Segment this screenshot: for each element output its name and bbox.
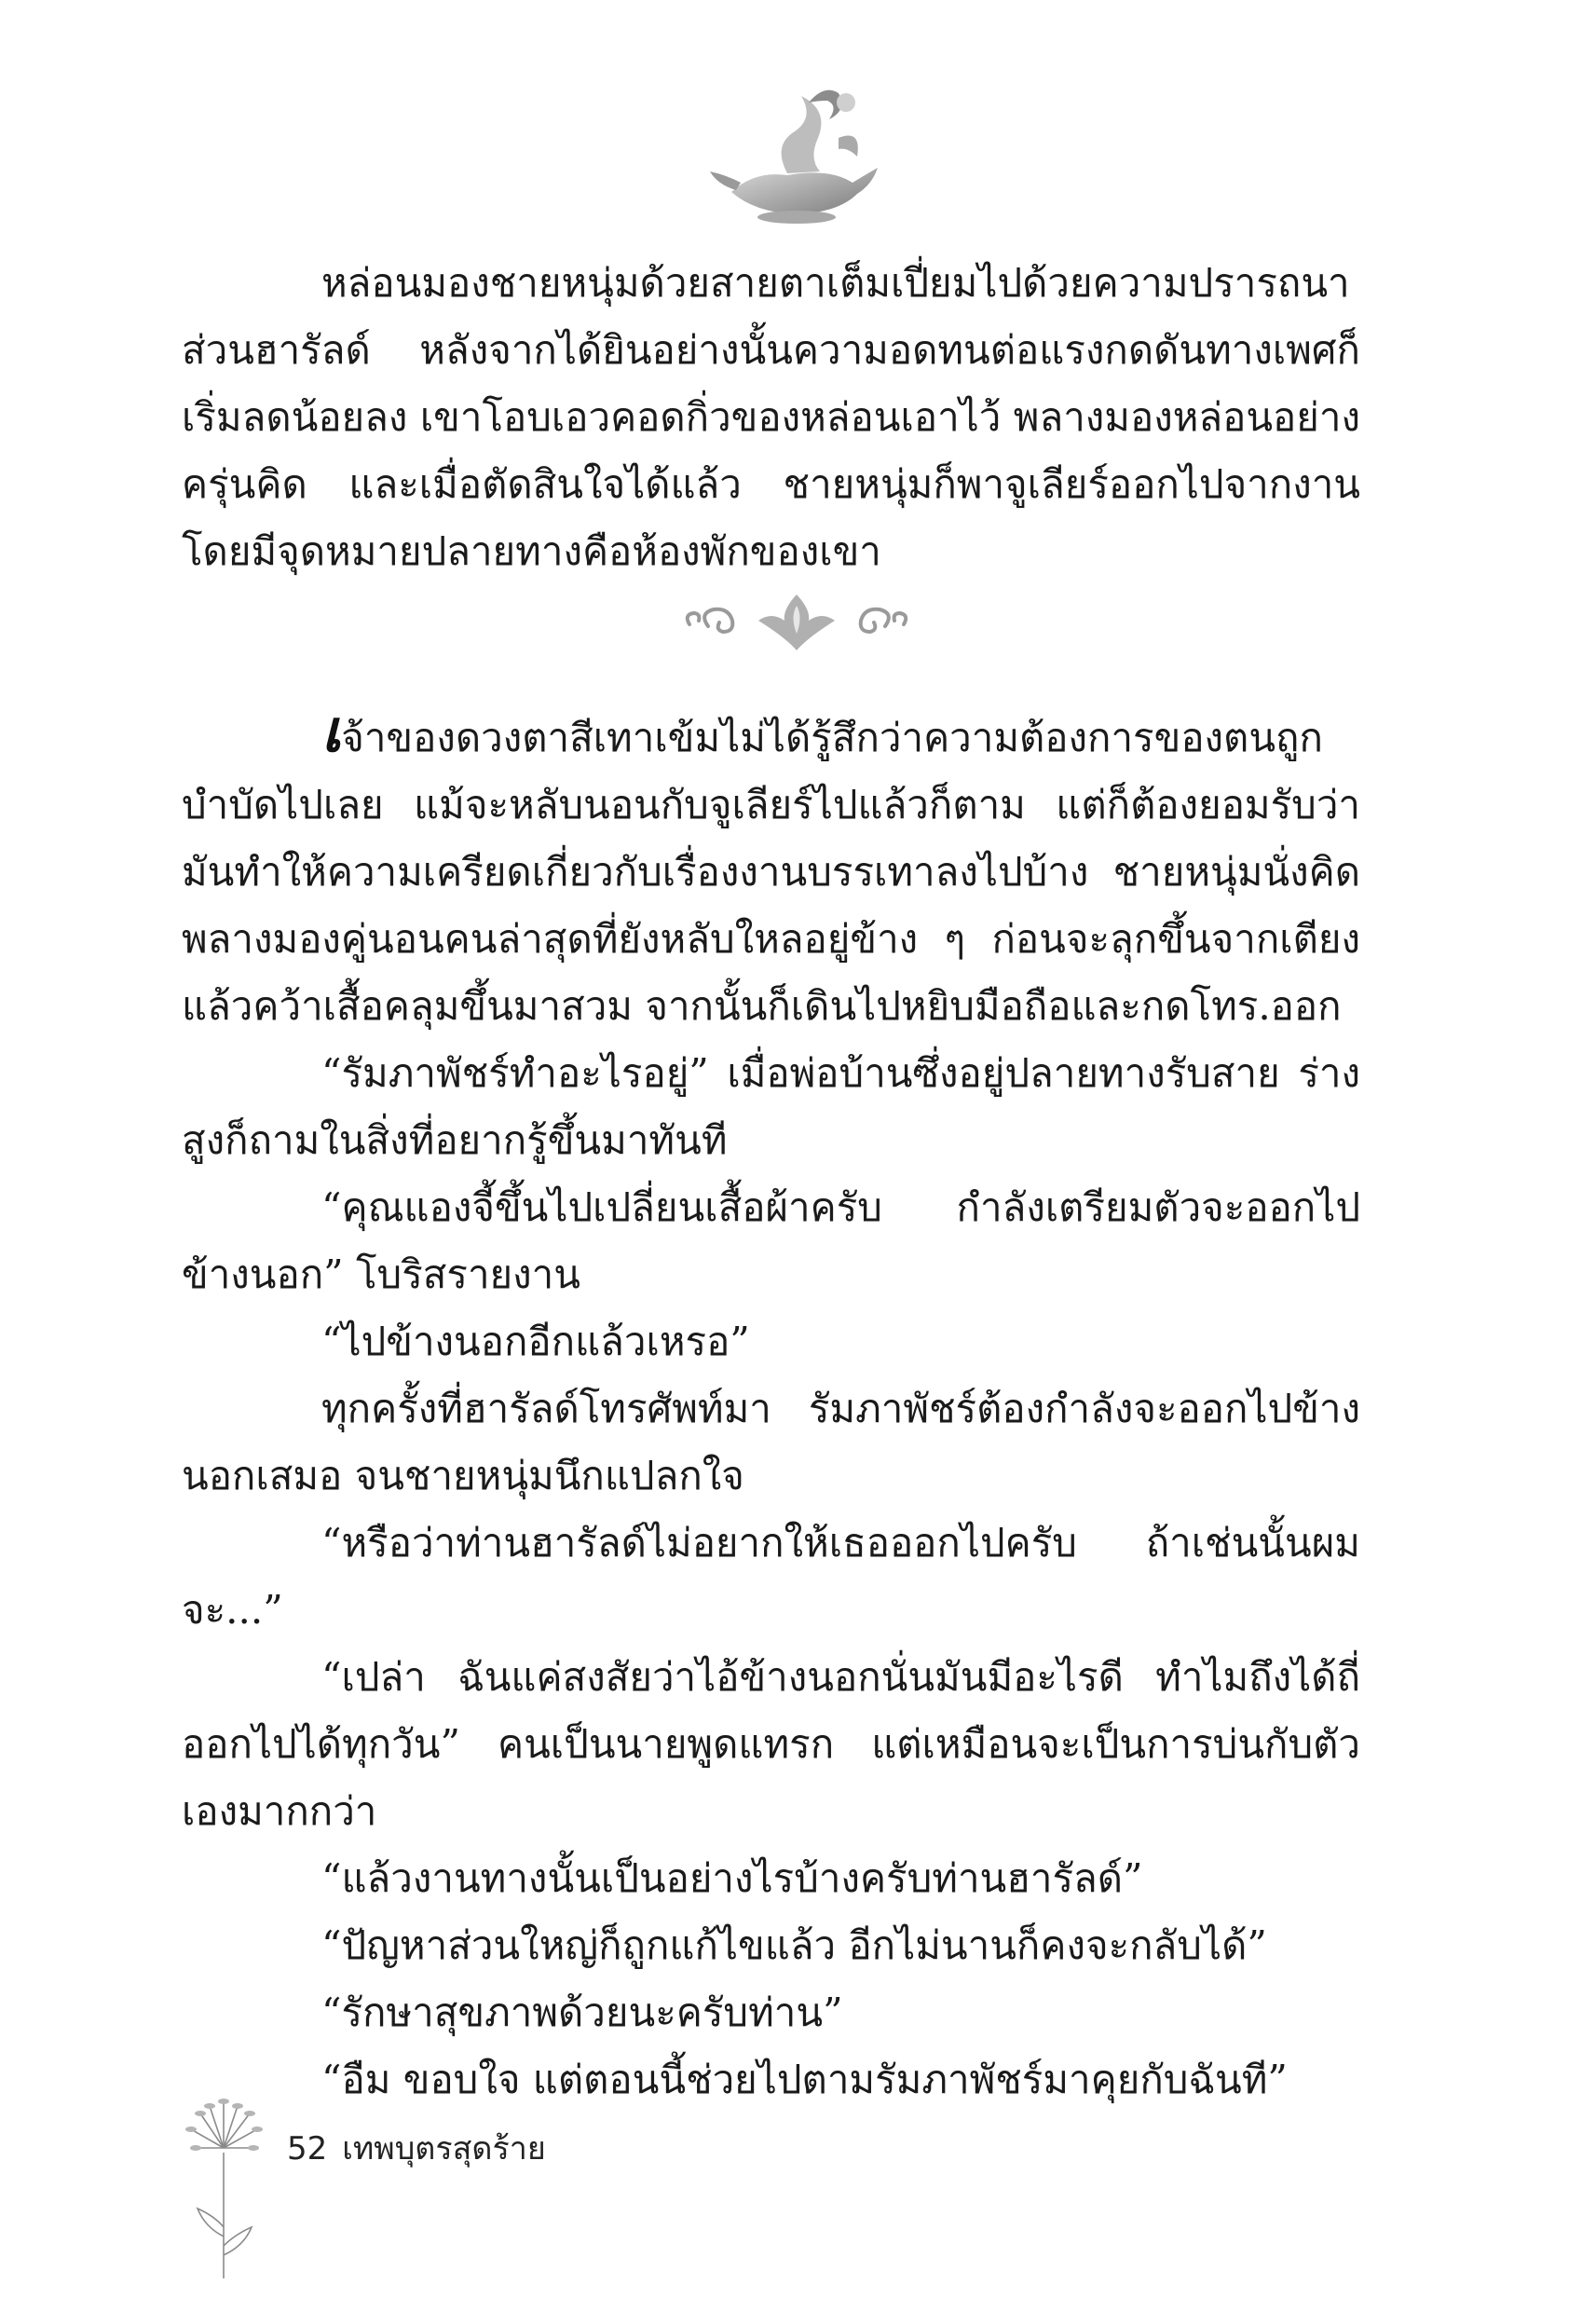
paragraph: “ปัญหาส่วนใหญ่ก็ถูกแก้ไขแล้ว อีกไม่นานก็คงจะกลับได้” [321,1922,1267,1968]
paragraph: “แล้วงานทางนั้นเป็นอย่างไรบ้างครับท่านฮารัลด์” [321,1855,1143,1901]
paragraph: “เปล่า ฉันแค่สงสัยว่าไอ้ข้างนอกนั่นมันมีอะไรดี ทำไมถึงได้ถี่ออกไปได้ทุกวัน” คนเป็นนายพูดแทรก แต่เหมือนจะเป็นการบ่นกับตัวเองมากกว่า [182,1654,1360,1834]
drop-cap: เ [321,697,342,765]
lamp-genie-icon [699,82,894,231]
page-footer [177,2097,736,2283]
paragraph-group-top [182,250,1360,585]
paragraph-group-main [182,697,1360,2113]
footer-text [287,2123,561,2173]
page-number: 52 [287,2130,328,2167]
paragraph-first-text: จ้าของดวงตาสีเทาเข้มไม่ได้รู้สึกว่าความต้องการของตนถูกบำบัดไปเลย แม้จะหลับนอนกับจูเลียร์ไปแล้วก็ตาม แต่ก็ต้องยอมรับว่ามันทำให้ความเครียดเกี่ยวกับเรื่องงานบรรเทาลงไปบ้าง ชายหนุ่มนั่งคิดพลางมองคู่นอนคนล่าสุดที่ยังหลับใหลอยู่ข้าง ๆ ก่อนจะลุกขึ้นจากเตียงแล้วคว้าเสื้อคลุมขึ้นมาสวม จากนั้นก็เดินไปหยิบมือถือและกดโทร.ออก [182,715,1360,1029]
paragraph: “รักษาสุขภาพด้วยนะครับท่าน” [321,1990,843,2035]
paragraph: “อืม ขอบใจ แต่ตอนนี้ช่วยไปตามรัมภาพัชร์มาคุยกับฉันที” [321,2057,1288,2102]
paragraph: “ไปข้างนอกอีกแล้วเหรอ” [321,1319,750,1364]
paragraph: ทุกครั้งที่ฮารัลด์โทรศัพท์มา รัมภาพัชร์ต้องกำลังจะออกไปข้างนอกเสมอ จนชายหนุ่มนึกแปลกใจ [182,1386,1360,1498]
book-title: เทพบุตรสุดร้าย [342,2130,546,2167]
paragraph-first [182,697,1360,1040]
paragraph: หล่อนมองชายหนุ่มด้วยสายตาเต็มเปี่ยมไปด้วยความปรารถนา ส่วนฮารัลด์ หลังจากได้ยินอย่างนั้นความอดทนต่อแรงกดดันทางเพศก็เริ่มลดน้อยลง เขาโอบเอวคอดกิ่วของหล่อนเอาไว้ พลางมองหล่อนอย่างครุ่นคิด และเมื่อตัดสินใจได้แล้ว ชายหนุ่มก็พาจูเลียร์ออกไปจากงาน โดยมีจุดหมายปลายทางคือห้องพักของเขา [182,260,1360,574]
lily-flower-icon [177,2097,270,2283]
paragraph: “รัมภาพัชร์ทำอะไรอยู่” เมื่อพ่อบ้านซึ่งอยู่ปลายทางรับสาย ร่างสูงก็ถามในสิ่งที่อยากรู้ขึ้นมาทันที [182,1050,1360,1163]
flourish-divider-icon [671,589,922,654]
paragraph: “หรือว่าท่านฮารัลด์ไม่อยากให้เธอออกไปครับ ถ้าเช่นนั้นผมจะ...” [182,1520,1360,1633]
paragraph: “คุณแองจี้ขึ้นไปเปลี่ยนเสื้อผ้าครับ กำลังเตรียมตัวจะออกไปข้างนอก” โบริสรายงาน [182,1184,1360,1297]
